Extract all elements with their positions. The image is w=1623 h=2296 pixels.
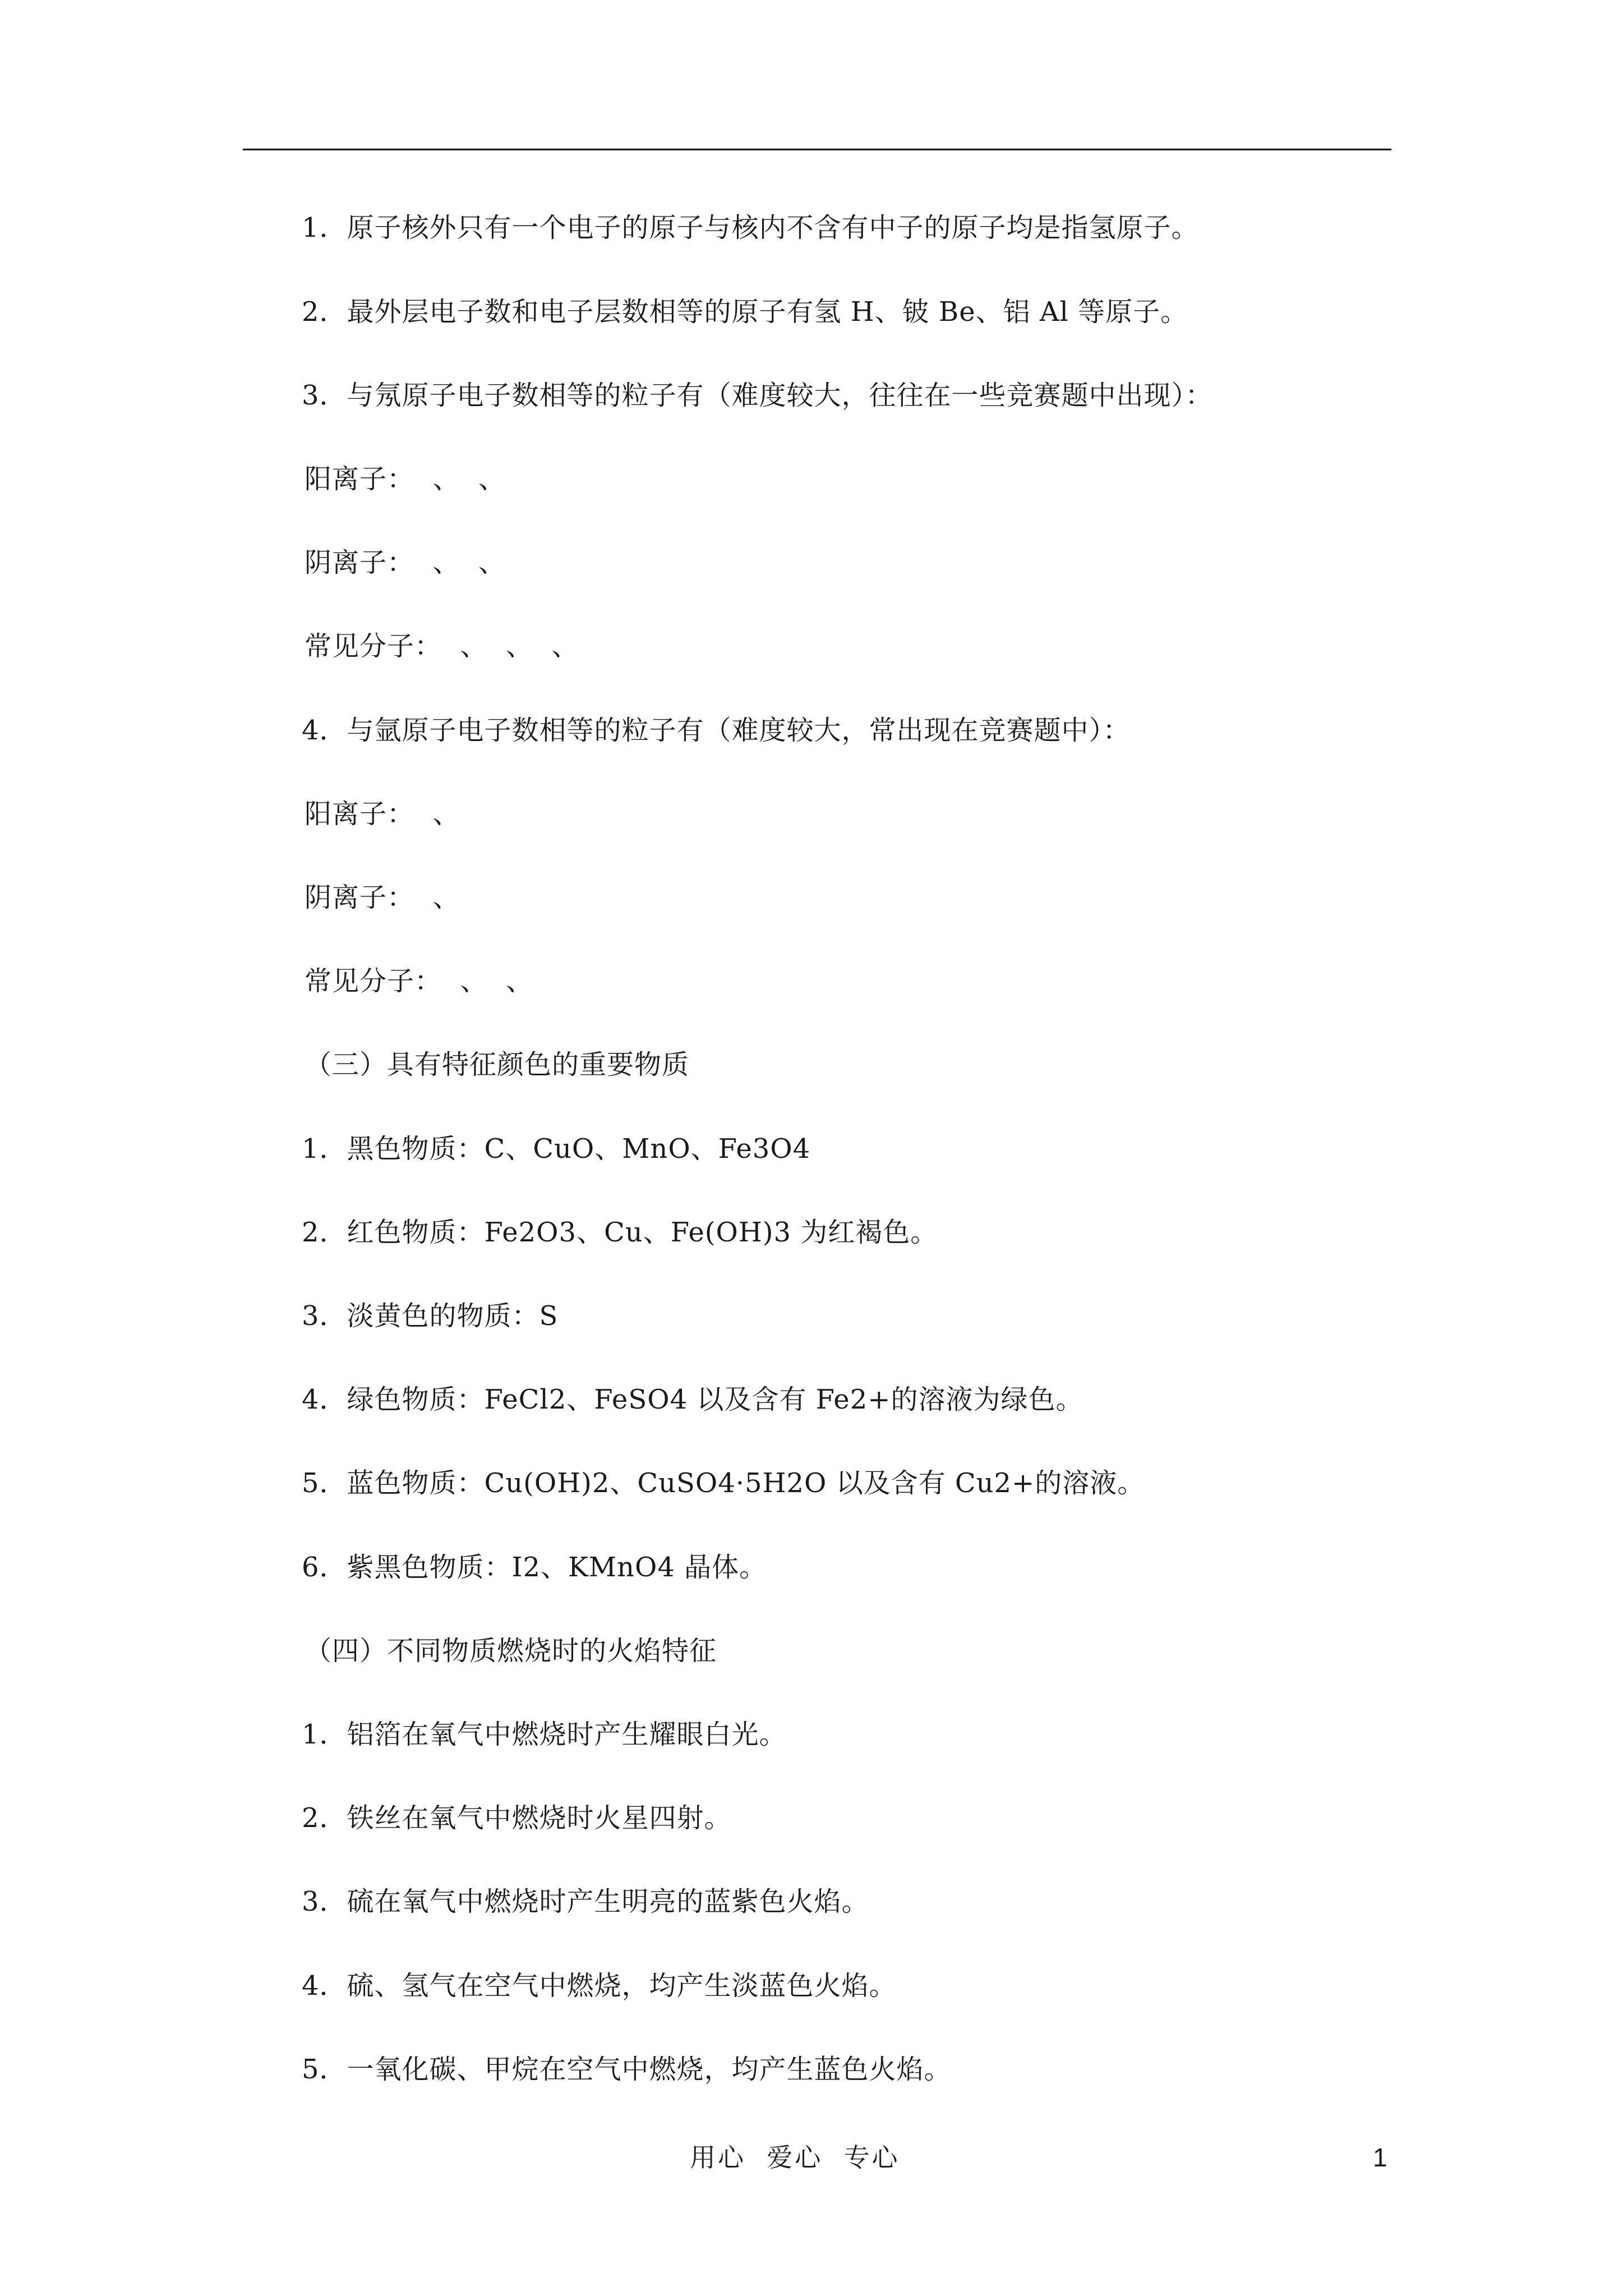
item-sulfur-hydrogen-air-flame: 4．硫、氢气在空气中燃烧，均产生淡蓝色火焰。 (302, 1970, 897, 2001)
item-sulfur-oxygen-flame: 3．硫在氧气中燃烧时产生明亮的蓝紫色火焰。 (302, 1886, 869, 1917)
item-purple-black-substances: 6．紫黑色物质：I2、KMnO4 晶体。 (302, 1552, 767, 1583)
item-green-substances: 4．绿色物质：FeCl2、FeSO4 以及含有 Fe2+的溶液为绿色。 (302, 1384, 1083, 1415)
footer-motto: 用心 爱心 专心 (690, 2142, 900, 2173)
item-hydrogen-atom: 1．原子核外只有一个电子的原子与核内不含有中子的原子均是指氢原子。 (302, 212, 1199, 243)
item-argon-isoelectronic: 4．与氩原子电子数相等的粒子有（难度较大，常出现在竞赛题中）： (302, 715, 1131, 746)
item-iron-wire-flame: 2．铁丝在氧气中燃烧时火星四射。 (302, 1802, 732, 1834)
item-neon-isoelectronic: 3．与氖原子电子数相等的粒子有（难度较大，往往在一些竞赛题中出现）： (302, 380, 1213, 411)
item-red-substances: 2．红色物质：Fe2O3、Cu、Fe(OH)3 为红褐色。 (302, 1217, 938, 1248)
page-number: 1 (1373, 2143, 1387, 2172)
neon-cations: 阳离子： 、 、 (305, 463, 506, 495)
item-aluminum-foil-flame: 1．铝箔在氧气中燃烧时产生耀眼白光。 (302, 1719, 787, 1750)
argon-molecules: 常见分子： 、 、 (305, 965, 534, 997)
neon-anions: 阴离子： 、 、 (305, 547, 506, 578)
argon-cations: 阳离子： 、 (305, 798, 460, 830)
item-outer-electrons: 2．最外层电子数和电子层数相等的原子有氢 H、铍 Be、铝 Al 等原子。 (302, 296, 1188, 328)
header-rule (243, 149, 1391, 150)
section-heading-colors: （三）具有特征颜色的重要物质 (305, 1049, 690, 1080)
item-black-substances: 1．黑色物质：C、CuO、MnO、Fe3O4 (302, 1133, 811, 1165)
item-co-methane-flame: 5．一氧化碳、甲烷在空气中燃烧，均产生蓝色火焰。 (302, 2054, 952, 2085)
item-blue-substances: 5．蓝色物质：Cu(OH)2、CuSO4·5H2O 以及含有 Cu2+的溶液。 (302, 1467, 1145, 1499)
section-heading-flames: （四）不同物质燃烧时的火焰特征 (305, 1635, 717, 1667)
item-pale-yellow-substances: 3．淡黄色的物质：S (302, 1300, 559, 1332)
argon-anions: 阴离子： 、 (305, 882, 460, 913)
neon-molecules: 常见分子： 、 、 、 (305, 631, 579, 662)
